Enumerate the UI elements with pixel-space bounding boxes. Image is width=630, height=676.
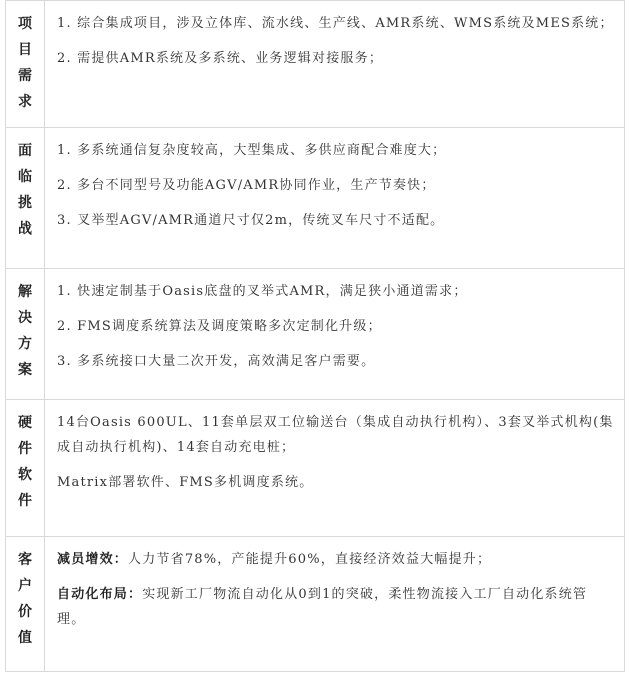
row-content [45,269,625,399]
list-item: 14台Oasis 600UL、11套单层双工位输送台（集成自动执行机构）、3套叉举式机构(集成自动执行机构)、14套自动充电桩； [57,415,614,455]
table-row-requirements [5,0,625,128]
row-content [45,128,625,268]
project-info-table [5,0,625,672]
list-item: 1. 多系统通信复杂度较高，大型集成、多供应商配合难度大； [57,143,447,158]
list-item: 1. 快速定制基于Oasis底盘的叉举式AMR，满足狭小通道需求； [57,284,468,299]
list-item: 减员增效：人力节省78%，产能提升60%，直接经济效益大幅提升； [57,552,492,567]
list-item: Matrix部署软件、FMS多机调度系统。 [57,475,314,490]
table-row-customer-value [5,537,625,672]
table-row-hardware-software [5,400,625,537]
list-item: 3. 叉举型AGV/AMR通道尺寸仅2m，传统叉车尺寸不适配。 [57,213,445,228]
list-item: 自动化布局：实现新工厂物流自动化从0到1的突破，柔性物流接入工厂自动化系统管理。 [57,587,588,627]
row-content [45,400,625,536]
row-label: 客 户 价 值 [5,537,45,671]
list-item: 2. 需提供AMR系统及多系统、业务逻辑对接服务； [57,51,384,66]
row-label: 面 临 挑 战 [5,128,45,268]
list-item: 2. FMS调度系统算法及调度策略多次定制化升级； [57,319,382,334]
row-content [45,1,625,127]
list-item: 3. 多系统接口大量二次开发，高效满足客户需要。 [57,354,376,369]
row-content [45,537,625,671]
list-item: 1. 综合集成项目，涉及立体库、流水线、生产线、AMR系统、WMS系统及MES系统； [57,16,614,31]
list-item: 2. 多台不同型号及功能AGV/AMR协同作业，生产节奏快； [57,178,436,193]
table-row-solutions [5,269,625,400]
row-label: 硬 件 软 件 [5,400,45,536]
table-row-challenges [5,128,625,269]
row-label: 项 目 需 求 [5,1,45,127]
row-label: 解 决 方 案 [5,269,45,399]
